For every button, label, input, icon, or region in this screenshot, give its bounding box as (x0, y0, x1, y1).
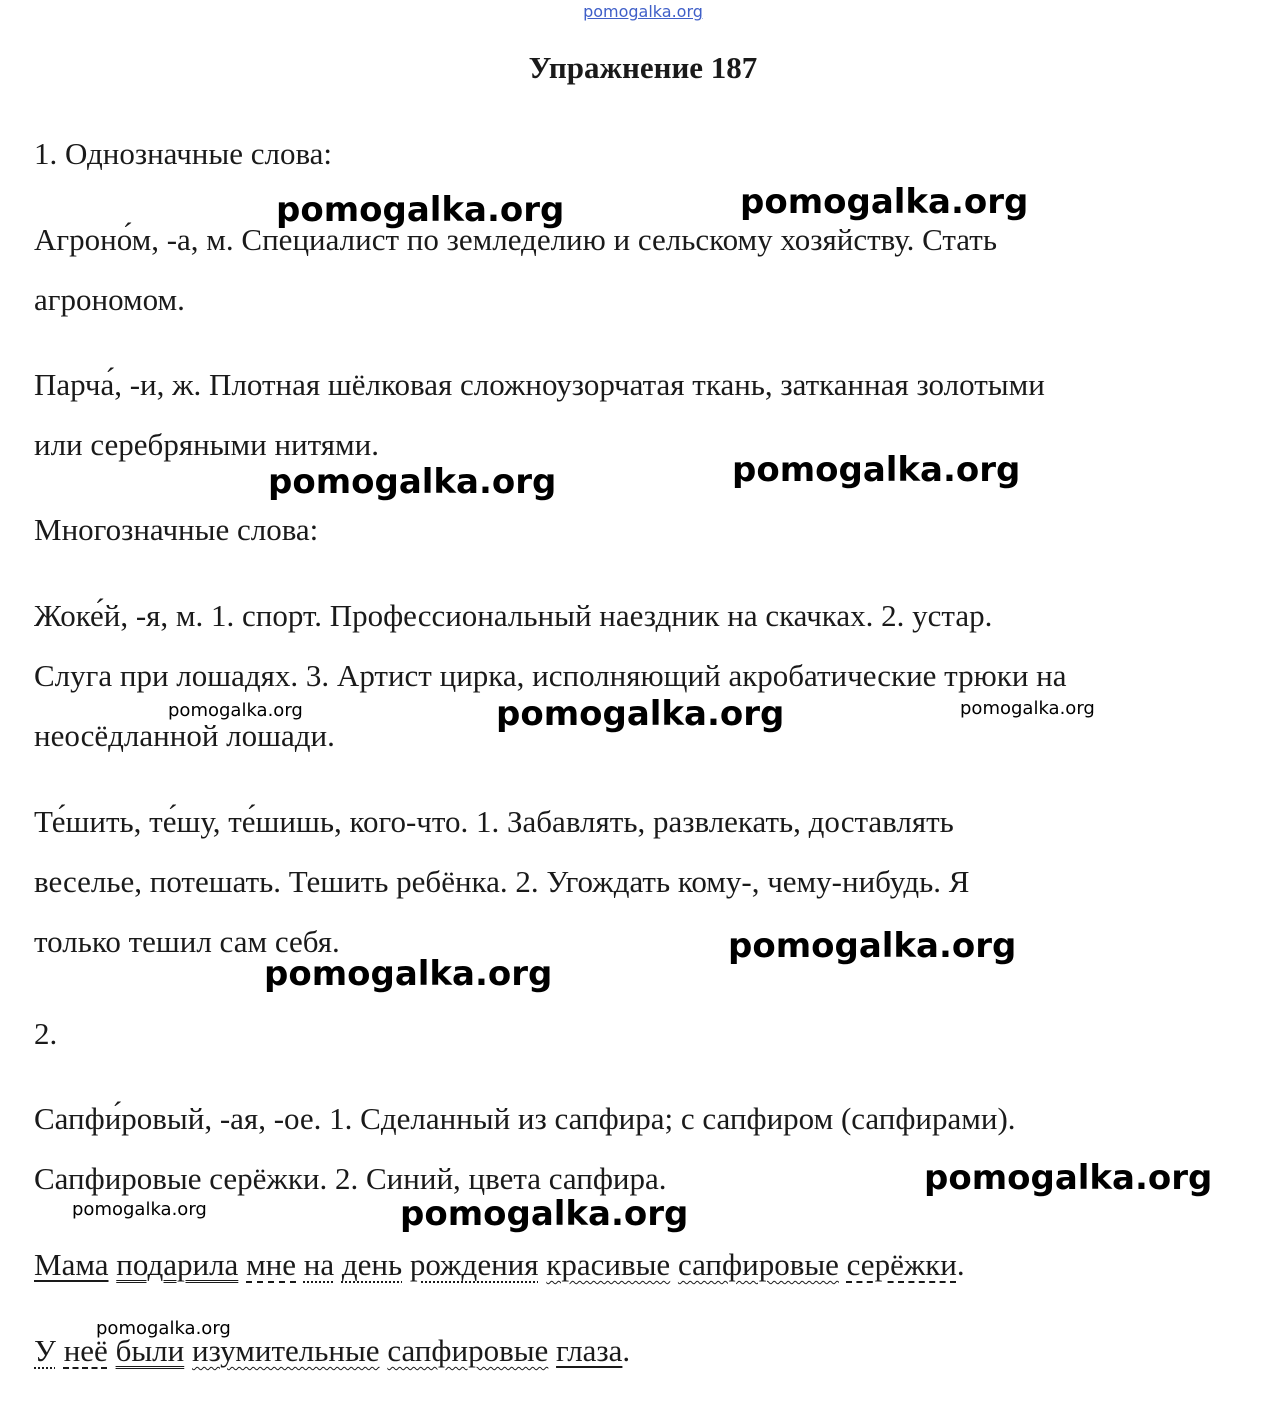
entry-agronom-line1: Агроно́м, -а, м. Специалист по земледелию и сельскому хозяйству. Стать (34, 222, 997, 257)
watermark: pomogalka.org (728, 926, 1017, 966)
watermark: pomogalka.org (96, 1318, 231, 1339)
watermark: pomogalka.org (72, 1199, 207, 1220)
entry-teshit-line2: веселье, потешать. Тешить ребёнка. 2. Угождать кому-, чему-нибудь. Я (34, 864, 970, 899)
section1-heading: 1. Однозначные слова: (34, 136, 333, 171)
watermark: pomogalka.org (960, 698, 1095, 719)
section1-heading2: Многозначные слова: (34, 512, 319, 547)
entry-jockey-line3: неосёдланной лошади. (34, 718, 335, 753)
subject-word: Мама (34, 1247, 109, 1282)
object-word: мне (246, 1247, 297, 1282)
section2-heading: 2. (34, 1016, 58, 1051)
sentence-end: . (622, 1333, 631, 1368)
predicate-word: были (115, 1333, 185, 1368)
sentence-end: . (956, 1247, 965, 1282)
entry-sapfir-line1: Сапфи́ровый, -ая, -ое. 1. Сделанный из сапфира; с сапфиром (сапфирами). (34, 1101, 1016, 1136)
attribute-word: изумительные (191, 1333, 380, 1368)
entry-parcha-line2: или серебряными нитями. (34, 427, 379, 462)
subject-word: глаза (556, 1333, 623, 1368)
sentence-1 (34, 1245, 965, 1285)
watermark: pomogalka.org (264, 954, 553, 994)
watermark: pomogalka.org (496, 694, 785, 734)
attribute-word: сапфировые (387, 1333, 549, 1368)
watermark: pomogalka.org (740, 182, 1029, 222)
adverbial-word: день (341, 1247, 403, 1282)
watermark: pomogalka.org (276, 190, 565, 230)
predicate-word: подарила (116, 1247, 239, 1282)
object-word: неё (63, 1333, 108, 1368)
watermark-top[interactable]: pomogalka.org (583, 2, 703, 21)
adverbial-word: У (34, 1333, 56, 1368)
exercise-title: Упражнение 187 (528, 50, 758, 85)
entry-jockey-line2: Слуга при лошадях. 3. Артист цирка, исполняющий акробатические трюки на (34, 658, 1067, 693)
entry-parcha-line1: Парча́, -и, ж. Плотная шёлковая сложноузорчатая ткань, затканная золотыми (34, 367, 1045, 402)
adverbial-word: рождения (409, 1247, 539, 1282)
watermark: pomogalka.org (732, 450, 1021, 490)
attribute-word: сапфировые (677, 1247, 839, 1282)
entry-jockey-line1: Жоке́й, -я, м. 1. спорт. Профессиональный наездник на скачках. 2. устар. (34, 598, 993, 633)
entry-sapfir-line2: Сапфировые серёжки. 2. Синий, цвета сапфира. (34, 1161, 667, 1196)
watermark: pomogalka.org (400, 1194, 689, 1234)
watermark: pomogalka.org (924, 1158, 1213, 1198)
entry-teshit-line1: Те́шить, те́шу, те́шишь, кого-что. 1. Забавлять, развлекать, доставлять (34, 804, 954, 839)
adverbial-word: на (303, 1247, 335, 1282)
entry-teshit-line3: только тешил сам себя. (34, 924, 340, 959)
object-word: серёжки (846, 1247, 957, 1282)
entry-agronom-line2: агрономом. (34, 282, 185, 317)
watermark: pomogalka.org (168, 700, 303, 721)
watermark: pomogalka.org (268, 462, 557, 502)
attribute-word: красивые (546, 1247, 671, 1282)
